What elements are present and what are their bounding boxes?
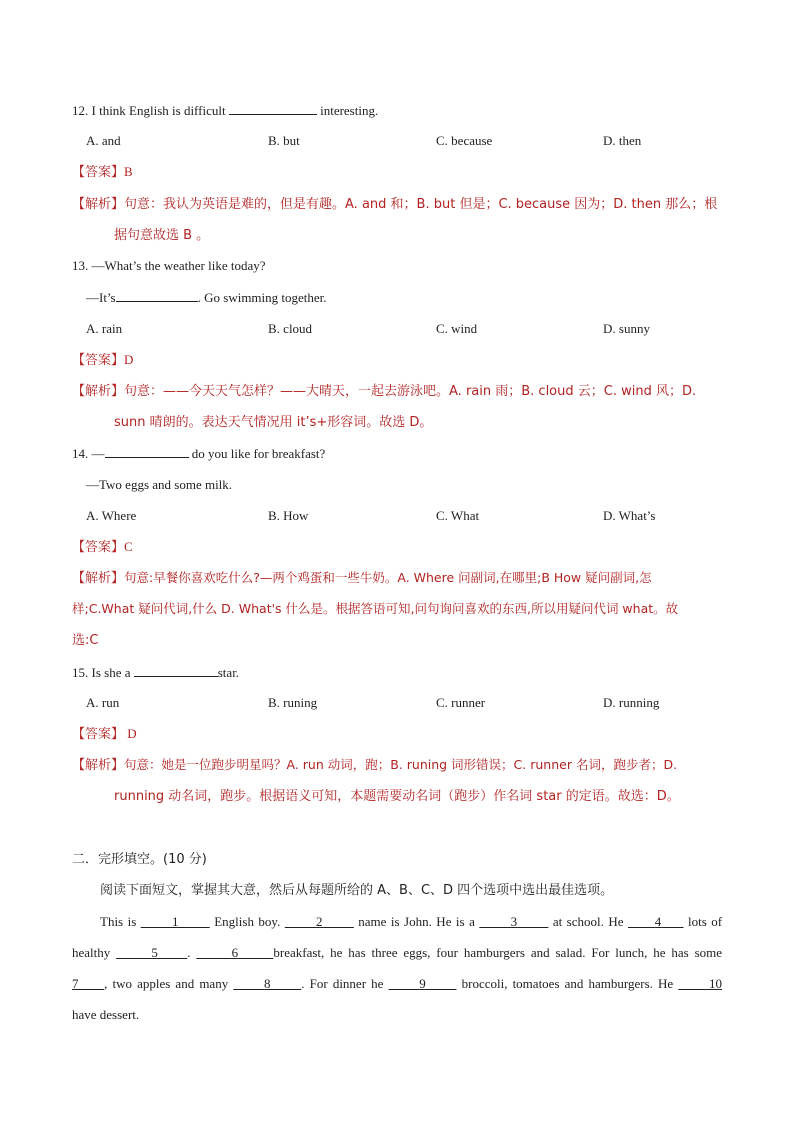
question-stem-text: 12. I think English is difficult bbox=[72, 103, 229, 118]
analysis-label: 【解析】 bbox=[72, 384, 125, 399]
analysis-label: 【解析】 bbox=[72, 571, 125, 586]
question-12-stem bbox=[72, 100, 722, 121]
question-15-stem bbox=[72, 662, 722, 683]
analysis-text: running 动名词，跑步。根据语义可知，本题需要动名词（跑步）作名词 star 的定语。故选：D。 bbox=[114, 789, 680, 804]
answer-line bbox=[72, 724, 722, 745]
cloze-blank: 6 bbox=[231, 945, 239, 960]
passage-line-2 bbox=[72, 943, 722, 963]
answer-line bbox=[72, 350, 722, 371]
analysis-text: 句意：我认为英语是难的，但是有趣。A. and 和；B. but 但是；C. because 因为；D. then 那么；根 bbox=[124, 197, 718, 212]
option-b: B. cloud bbox=[268, 321, 313, 336]
analysis-text: 选:C bbox=[72, 633, 99, 648]
passage-text: broccoli, tomatoes and hamburgers. He bbox=[461, 976, 674, 991]
passage-text: . For dinner he bbox=[301, 976, 384, 991]
answer-label: 【答案】 bbox=[72, 540, 125, 555]
cloze-blank: 2 bbox=[316, 914, 323, 929]
answer-line bbox=[72, 537, 722, 558]
answer-blank bbox=[105, 443, 189, 458]
passage-text: This is bbox=[100, 914, 137, 929]
option-b: B. but bbox=[268, 133, 300, 148]
option-a: A. rain bbox=[86, 321, 123, 336]
analysis-line bbox=[72, 381, 722, 402]
passage-text: name is John. He is a bbox=[358, 914, 475, 929]
passage-text: . bbox=[187, 945, 191, 960]
option-a: A. run bbox=[86, 695, 120, 710]
option-b: B. runing bbox=[268, 695, 318, 710]
option-d: D. then bbox=[603, 133, 642, 148]
analysis-line bbox=[72, 568, 722, 589]
answer-value: C bbox=[124, 539, 133, 554]
answer-label: 【答案】 bbox=[72, 727, 125, 742]
passage-line-3 bbox=[72, 974, 722, 994]
option-d: D. running bbox=[603, 695, 660, 710]
cloze-blank: 8 bbox=[264, 976, 271, 991]
answer-label: 【答案】 bbox=[72, 165, 125, 180]
option-d: D. sunny bbox=[603, 321, 650, 336]
answer-blank bbox=[116, 287, 198, 302]
answer-label: 【答案】 bbox=[72, 353, 125, 368]
answer-line bbox=[72, 162, 722, 183]
passage-text: healthy bbox=[72, 945, 111, 960]
cloze-blank: 10 bbox=[709, 976, 723, 991]
answer-value: D bbox=[124, 726, 137, 741]
answer-value: B bbox=[124, 164, 133, 179]
question-stem-text: —It’s bbox=[86, 290, 116, 305]
answer-value: D bbox=[124, 352, 134, 367]
analysis-text: sunn 晴朗的。表达天气情况用 it’s+形容词。故选 D。 bbox=[114, 415, 433, 430]
passage-text: lots of bbox=[688, 914, 723, 929]
analysis-text: 句意:早餐你喜欢吃什么?—两个鸡蛋和一些牛奶。A. Where 问副词,在哪里;B How 疑问副词,怎 bbox=[124, 570, 652, 585]
option-b: B. How bbox=[268, 508, 309, 523]
option-c: C. because bbox=[436, 133, 493, 148]
cloze-blank: 5 bbox=[151, 945, 158, 960]
analysis-line bbox=[72, 755, 722, 776]
analysis-line bbox=[72, 194, 722, 215]
option-c: C. What bbox=[436, 508, 480, 523]
analysis-text: 据句意故选 B 。 bbox=[114, 228, 210, 243]
analysis-text: 句意：——今天天气怎样？——大晴天，一起去游泳吧。A. rain 雨；B. cloud 云；C. wind 风；D. bbox=[124, 384, 697, 399]
question-stem-text: 14. — bbox=[72, 446, 105, 461]
option-a: A. Where bbox=[86, 508, 137, 523]
option-c: C. wind bbox=[436, 321, 478, 336]
question-14-line2: —Two eggs and some milk. bbox=[86, 477, 233, 492]
analysis-label: 【解析】 bbox=[72, 758, 125, 773]
analysis-text: 样;C.What 疑问代词,什么 D. What's 什么是。根据答语可知,问句询问喜欢的东西,所以用疑问代词 what。故 bbox=[72, 601, 679, 616]
question-stem-text: 15. Is she a bbox=[72, 665, 134, 680]
question-stem-text: do you like for breakfast? bbox=[188, 446, 326, 461]
option-c: C. runner bbox=[436, 695, 486, 710]
cloze-blank: 9 bbox=[419, 976, 426, 991]
answer-blank bbox=[134, 662, 218, 677]
analysis-label: 【解析】 bbox=[72, 197, 125, 212]
question-13-stem: 13. —What’s the weather like today? bbox=[72, 258, 266, 273]
analysis-text: 句意：她是一位跑步明星吗？A. run 动词，跑；B. runing 词形错误；C. runner 名词，跑步者；D. bbox=[124, 757, 678, 772]
question-stem-text: . Go swimming together. bbox=[197, 290, 327, 305]
question-stem-text: star. bbox=[217, 665, 240, 680]
section-heading: 二．完形填空。(10 分) bbox=[72, 852, 207, 867]
passage-line-1 bbox=[72, 912, 722, 932]
cloze-blank: 4 bbox=[654, 914, 662, 929]
cloze-blank: 1 bbox=[171, 914, 179, 929]
option-a: A. and bbox=[86, 133, 121, 148]
question-13-line2 bbox=[86, 287, 736, 308]
cloze-blank: 3 bbox=[510, 914, 518, 929]
passage-text: breakfast, he has three eggs, four hamburgers and salad. For lunch, he has some bbox=[273, 945, 723, 960]
passage-line-4: have dessert. bbox=[72, 1007, 140, 1022]
option-d: D. What’s bbox=[603, 508, 656, 523]
section-instruction: 阅读下面短文，掌握其大意，然后从每题所给的 A、B、C、D 四个选项中选出最佳选项。 bbox=[100, 883, 614, 898]
question-14-stem bbox=[72, 443, 722, 464]
answer-blank bbox=[229, 100, 317, 115]
question-stem-text: interesting. bbox=[316, 103, 379, 118]
cloze-blank: 7 bbox=[72, 976, 79, 991]
passage-text: English boy. bbox=[214, 914, 281, 929]
passage-text: , two apples and many bbox=[104, 976, 229, 991]
passage-text: at school. He bbox=[552, 914, 624, 929]
